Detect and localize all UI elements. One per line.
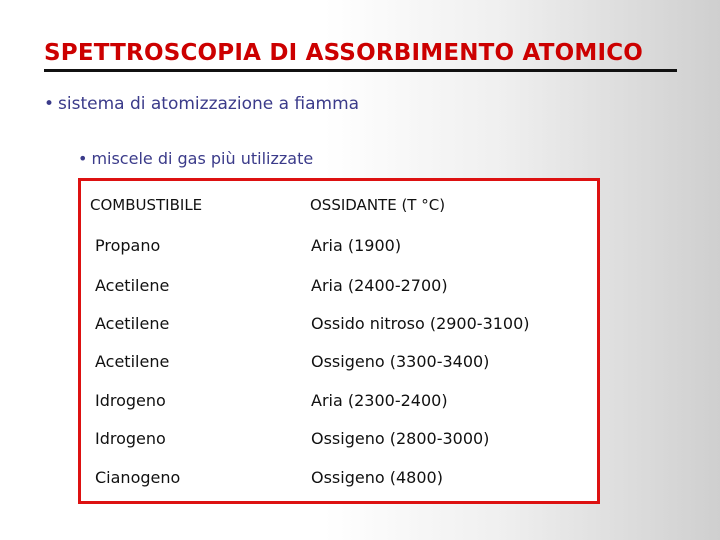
slide-title: SPETTROSCOPIA DI ASSORBIMENTO ATOMICO [44,40,644,66]
gas-mixtures-table [78,178,600,504]
table-cell-oxidant: Ossigeno (3300-3400) [311,352,490,371]
table-cell-oxidant: Aria (2300-2400) [311,391,448,410]
table-cell-fuel: Idrogeno [95,391,166,410]
bullet-text: sistema di atomizzazione a fiamma [58,94,360,114]
sub-bullet-item-gas-mixtures [78,149,313,169]
bullet-item-atomization [44,93,374,115]
bullet-icon: • [44,94,55,114]
table-cell-fuel: Cianogeno [95,468,181,487]
title-underline [44,69,677,72]
table-cell-fuel: Acetilene [95,352,170,371]
table-cell-fuel: Acetilene [95,276,170,295]
table-cell-oxidant: Aria (2400-2700) [311,276,448,295]
table-cell-fuel: Acetilene [95,314,170,333]
table-header-fuel: COMBUSTIBILE [90,196,203,214]
table-cell-oxidant: Ossido nitroso (2900-3100) [311,314,530,333]
bullet-icon: • [78,149,88,168]
table-header-oxidant: OSSIDANTE (T °C) [310,196,446,214]
sub-bullet-text: miscele di gas più utilizzate [91,149,314,168]
table-cell-oxidant: Ossigeno (2800-3000) [311,429,490,448]
table-cell-oxidant: Ossigeno (4800) [311,468,443,487]
table-cell-fuel: Idrogeno [95,429,166,448]
table-cell-oxidant: Aria (1900) [311,236,402,255]
table-cell-fuel: Propano [95,236,161,255]
